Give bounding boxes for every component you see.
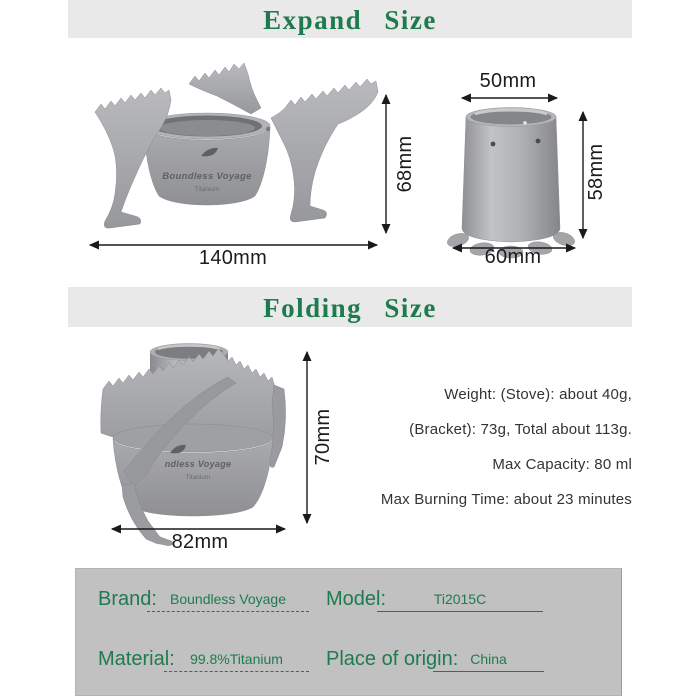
stove-right-support [271,79,378,222]
dim-label-60mm: 60mm [484,246,542,268]
folded-pot-material-text: Titanium [185,474,211,481]
dim-label-50mm: 50mm [479,70,537,92]
dim-label-58mm: 58mm [585,143,607,201]
vent-hole [491,142,496,147]
spec-max-capacity: Max Capacity: 80 ml [492,456,632,473]
dim-label-68mm: 68mm [394,135,416,193]
origin-label: Place of origin: [326,648,459,670]
vent-hole [536,139,541,144]
model-label: Model: [326,588,387,610]
folded-pot-rim [113,424,273,452]
pot-pivot-right [266,127,270,131]
dim-label-82mm: 82mm [171,531,229,553]
brand-value: Boundless Voyage [170,591,286,607]
brand-underline [147,585,309,612]
expanded-stove-image [55,50,405,265]
brand-label: Brand: [98,588,157,610]
pot-inner-wall [159,120,255,136]
product-info-panel [75,568,622,696]
spec-max-burning-time: Max Burning Time: about 23 minutes [380,491,632,508]
vent-hole [523,121,527,125]
expand-size-header: Expand Size [68,0,632,38]
model-underline [377,585,543,612]
folded-stove-image [60,335,340,560]
folding-size-header: Folding Size [68,287,632,327]
folded-pot-brand-text: ndless Voyage [164,459,232,469]
origin-underline [433,645,544,672]
bracket-body [462,117,560,242]
spec-list [340,377,632,517]
material-label: Material: [98,648,175,670]
pot-material-text: Titanium [194,186,220,193]
material-underline [164,645,309,672]
pot-brand-text: Boundless Voyage [162,171,252,182]
material-value: 99.8%Titanium [190,651,283,667]
stove-back-support [189,63,261,114]
dim-label-70mm: 70mm [312,408,334,466]
spec-bracket-weight: (Bracket): 73g, Total about 113g. [409,421,632,438]
origin-value: China [470,651,507,667]
spec-weight: Weight: (Stove): about 40g, [444,386,632,403]
dim-label-140mm: 140mm [198,247,268,269]
model-value: Ti2015C [433,591,487,607]
